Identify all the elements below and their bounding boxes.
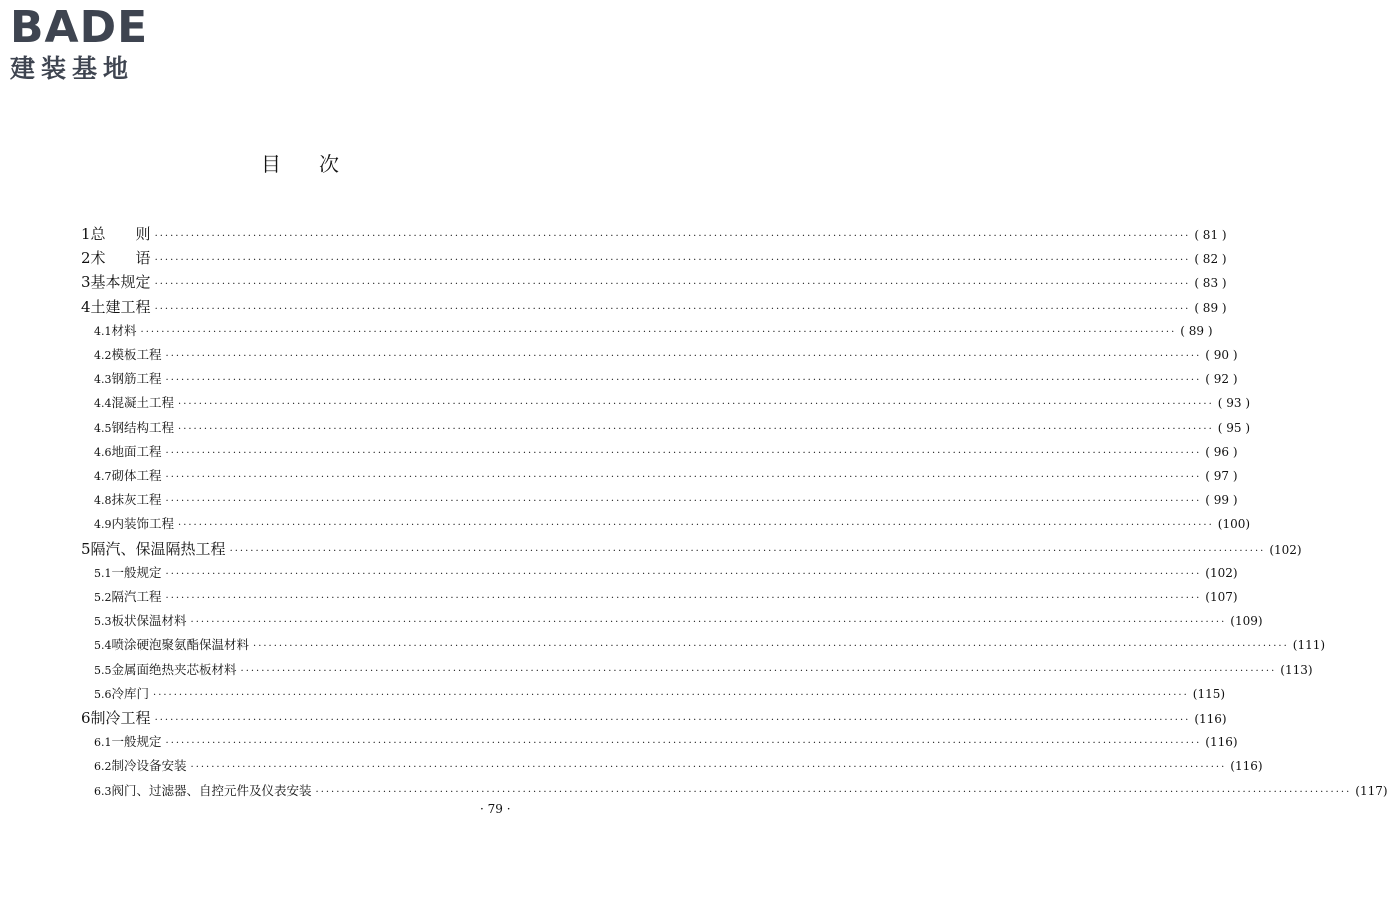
toc-entry xyxy=(81,297,1227,317)
toc-leader-dots: ········································································································································································································ xyxy=(154,303,1191,315)
toc-entry-number: 4.1 xyxy=(94,324,112,338)
toc-entry xyxy=(94,563,1238,583)
toc-entry-label: 板状保温材料 xyxy=(111,613,187,629)
toc-entry-page: (116) xyxy=(1194,712,1227,726)
toc-entry-page: (102) xyxy=(1205,565,1238,580)
toc-leader-dots: ········································································································································································································ xyxy=(165,351,1202,362)
toc-leader-dots: ········································································································································································································ xyxy=(165,496,1202,508)
toc-entry-number: 4.7 xyxy=(94,470,112,483)
toc-entry-label: 模板工程 xyxy=(111,347,162,362)
toc-entry-page: ( 90 ) xyxy=(1205,348,1238,362)
toc-entry-label: 总 则 xyxy=(90,225,151,243)
toc-entry-page: (117) xyxy=(1355,783,1388,798)
toc-entry-label: 喷涂硬泡聚氨酯保温材料 xyxy=(111,637,250,653)
toc-entry-label: 阀门、过滤器、自控元件及仪表安装 xyxy=(111,782,312,798)
toc-entry-page: (107) xyxy=(1205,590,1238,604)
toc-entry xyxy=(94,514,1251,534)
toc-leader-dots: ········································································································································································································ xyxy=(178,399,1214,411)
toc-entry-number: 5.1 xyxy=(94,566,112,580)
toc-entry-number: 6.1 xyxy=(94,736,112,750)
toc-entry-number: 6.2 xyxy=(94,760,112,774)
toc-entry-label: 内装饰工程 xyxy=(111,516,175,532)
toc-entry-number: 4.9 xyxy=(94,518,112,532)
toc-entry-number: 5.5 xyxy=(94,663,112,677)
toc-entry-page: (109) xyxy=(1230,614,1263,629)
toc-entry-number: 4.5 xyxy=(94,421,112,435)
toc-entry xyxy=(94,369,1238,389)
toc-entry xyxy=(94,321,1213,341)
toc-entry-number: 3 xyxy=(81,273,91,292)
toc-entry-number: 4.4 xyxy=(94,397,112,411)
logo-chinese-text: 建装基地 xyxy=(10,54,135,83)
toc-entry-page: ( 96 ) xyxy=(1205,444,1238,459)
toc-leader-dots: ········································································································································································································ xyxy=(240,665,1277,677)
toc-entry xyxy=(94,660,1313,680)
toc-entry xyxy=(94,393,1251,413)
toc-entry xyxy=(81,272,1227,292)
toc-leader-dots: ········································································································································································································ xyxy=(165,593,1202,604)
toc-leader-dots: ········································································································································································································ xyxy=(165,738,1202,750)
toc-leader-dots: ········································································································································································································ xyxy=(165,472,1202,483)
toc-entry-page: ( 93 ) xyxy=(1217,396,1251,411)
toc-entry xyxy=(94,442,1238,462)
toc-entry-page: ( 99 ) xyxy=(1205,493,1238,508)
toc-entry xyxy=(94,635,1326,655)
toc-entry-page: ( 92 ) xyxy=(1205,372,1238,387)
toc-entry xyxy=(81,224,1227,244)
toc-entry-label: 制冷工程 xyxy=(90,709,151,727)
toc-entry-page: (115) xyxy=(1192,686,1226,701)
toc-leader-dots: ········································································································································································································ xyxy=(165,568,1202,580)
toc-leader-dots: ········································································································································································································ xyxy=(190,617,1227,629)
toc-entry-page: (102) xyxy=(1269,542,1302,557)
toc-entry-page: ( 83 ) xyxy=(1194,276,1227,291)
toc-entry-page: (116) xyxy=(1230,759,1263,774)
toc-leader-dots: ········································································································································································································ xyxy=(165,375,1202,387)
toc-entry-number: 6 xyxy=(81,709,91,727)
toc-entry-label: 术 语 xyxy=(90,249,151,268)
toc-entry-number: 4.6 xyxy=(94,445,112,459)
toc-entry-label: 钢结构工程 xyxy=(111,419,175,435)
toc-entry-label: 隔汽工程 xyxy=(111,589,162,604)
toc-leader-dots: ········································································································································································································ xyxy=(178,423,1214,435)
toc-entry-number: 5.4 xyxy=(94,639,112,653)
toc-entry-label: 一般规定 xyxy=(111,734,162,750)
toc-entry xyxy=(94,345,1238,365)
toc-leader-dots: ········································································································································································································ xyxy=(154,255,1191,267)
toc-entry-label: 材料 xyxy=(111,322,137,338)
toc-entry-number: 1 xyxy=(81,225,91,243)
toc-entry-label: 抹灰工程 xyxy=(111,492,162,508)
toc-entry-number: 4.8 xyxy=(94,494,112,508)
toc-entry-number: 6.3 xyxy=(94,784,112,798)
toc-leader-dots: ········································································································································································································ xyxy=(165,447,1202,459)
toc-entry-label: 混凝土工程 xyxy=(111,395,175,411)
brand-logo xyxy=(10,4,180,84)
toc-entry-number: 5.2 xyxy=(94,591,112,604)
toc-entry-label: 土建工程 xyxy=(90,297,151,316)
toc-entry-page: (116) xyxy=(1205,735,1238,750)
toc-entry-number: 2 xyxy=(81,249,91,268)
toc-entry xyxy=(94,684,1226,704)
page-number: · 79 · xyxy=(480,802,511,816)
logo-latin-text: BADE xyxy=(10,2,149,53)
toc-leader-dots: ········································································································································································································ xyxy=(154,231,1191,242)
toc-leader-dots: ········································································································································································································ xyxy=(153,689,1189,701)
toc-entry-page: ( 82 ) xyxy=(1194,252,1227,267)
toc-leader-dots: ········································································································································································································ xyxy=(178,520,1214,532)
toc-entry-page: ( 97 ) xyxy=(1205,469,1238,483)
toc-entry-label: 金属面绝热夹芯板材料 xyxy=(111,661,237,677)
toc-entry xyxy=(94,732,1238,752)
toc-entry-label: 地面工程 xyxy=(111,443,162,459)
toc-entry-number: 4.2 xyxy=(94,349,112,362)
toc-entry-page: (100) xyxy=(1217,517,1251,532)
toc-entry-label: 砌体工程 xyxy=(111,468,162,483)
toc-leader-dots: ········································································································································································································ xyxy=(315,786,1352,798)
toc-entry-number: 4.3 xyxy=(94,373,112,387)
toc-entry-page: (111) xyxy=(1292,638,1326,653)
toc-entry-label: 隔汽、保温隔热工程 xyxy=(90,539,226,558)
toc-entry-page: ( 89 ) xyxy=(1180,323,1213,338)
toc-entry-number: 5.3 xyxy=(94,615,112,629)
page-title: 目次 xyxy=(261,152,377,176)
toc-entry-page: ( 95 ) xyxy=(1217,420,1251,435)
toc-entry-label: 制冷设备安装 xyxy=(111,758,187,774)
toc-entry xyxy=(81,539,1302,559)
toc-entry xyxy=(94,587,1238,607)
toc-entry-number: 5.6 xyxy=(94,687,112,701)
toc-entry-label: 一般规定 xyxy=(111,564,162,580)
toc-entry-number: 5 xyxy=(81,539,91,558)
toc-entry xyxy=(81,708,1227,728)
toc-leader-dots: ········································································································································································································ xyxy=(154,279,1191,291)
toc-entry-number: 4 xyxy=(81,297,91,316)
toc-entry-label: 钢筋工程 xyxy=(111,371,162,387)
toc-entry-label: 冷库门 xyxy=(111,685,150,701)
toc-leader-dots: ········································································································································································································ xyxy=(229,545,1266,557)
toc-entry xyxy=(81,248,1227,268)
toc-entry xyxy=(94,490,1238,510)
toc-entry-page: ( 81 ) xyxy=(1194,228,1227,242)
toc-entry xyxy=(94,466,1238,486)
toc-entry-page: (113) xyxy=(1280,662,1313,677)
toc-leader-dots: ········································································································································································································ xyxy=(154,715,1191,726)
toc-leader-dots: ········································································································································································································ xyxy=(190,762,1227,774)
toc-entry-label: 基本规定 xyxy=(90,273,151,292)
toc-entry xyxy=(94,611,1263,631)
toc-entry xyxy=(94,781,1388,801)
toc-entry-page: ( 89 ) xyxy=(1194,300,1227,315)
toc-leader-dots: ········································································································································································································ xyxy=(253,641,1289,653)
toc-entry xyxy=(94,418,1251,438)
toc-leader-dots: ········································································································································································································ xyxy=(140,326,1177,338)
toc-entry xyxy=(94,756,1263,776)
